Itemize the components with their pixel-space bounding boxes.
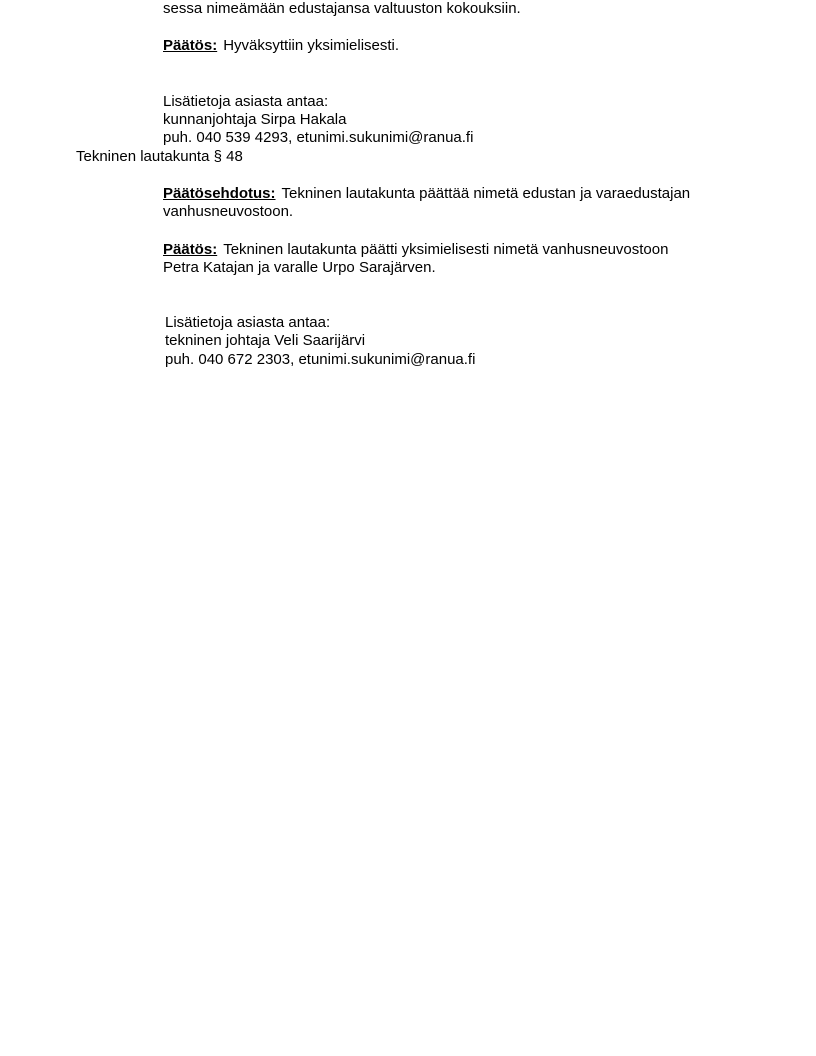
- decision-label: Päätös:: [163, 37, 218, 54]
- contact-heading: Lisätietoja asiasta antaa:: [163, 93, 329, 110]
- proposal-text: Tekninen lautakunta päättää nimetä edustan ja varaedustajan: [281, 185, 691, 202]
- proposal-line-2: vanhusneuvostoon.: [163, 203, 294, 220]
- contact-phone-email: puh. 040 539 4293, etunimi.sukunimi@ranua.fi: [163, 129, 474, 146]
- contact-person: kunnanjohtaja Sirpa Hakala: [163, 111, 347, 128]
- proposal-label: Päätösehdotus:: [163, 185, 276, 202]
- decision-line-1: [163, 241, 668, 259]
- decision-line-2: Petra Katajan ja varalle Urpo Sarajärven.: [163, 259, 436, 276]
- contact-person: tekninen johtaja Veli Saarijärvi: [165, 332, 366, 349]
- section-heading: Tekninen lautakunta § 48: [76, 148, 243, 165]
- contact-heading: Lisätietoja asiasta antaa:: [165, 314, 331, 331]
- decision-text: Tekninen lautakunta päätti yksimielisesti nimetä vanhusneuvostoon: [223, 241, 669, 258]
- decision-text: Hyväksyttiin yksimielisesti.: [223, 37, 400, 54]
- decision-paragraph-1: [163, 37, 399, 55]
- contact-phone-email: puh. 040 672 2303, etunimi.sukunimi@ranua.fi: [165, 351, 476, 368]
- proposal-line-1: [163, 185, 690, 203]
- continuation-line: sessa nimeämään edustajansa valtuuston kokouksiin.: [163, 0, 521, 17]
- decision-label: Päätös:: [163, 241, 218, 258]
